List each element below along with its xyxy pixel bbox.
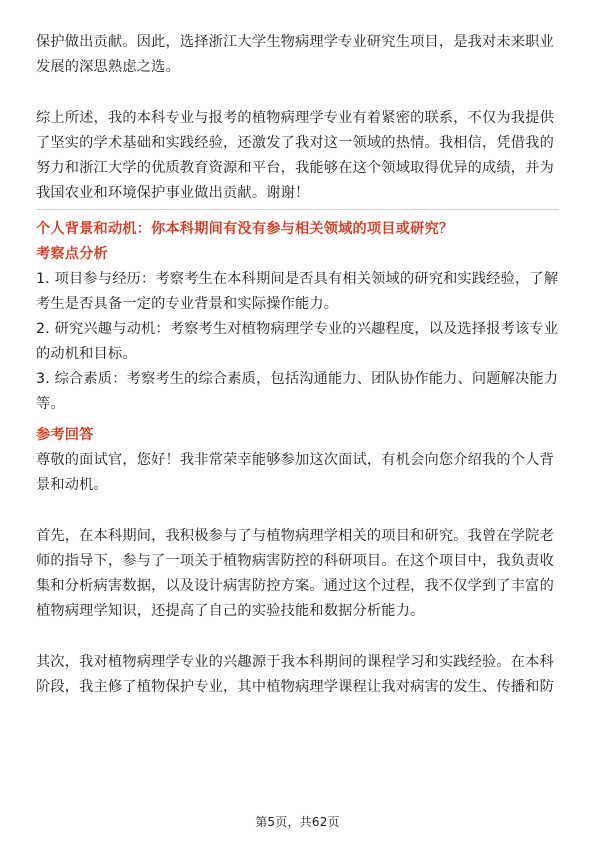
interview-question: 个人背景和动机：你本科期间有没有参与相关领域的项目或研究？ xyxy=(36,221,454,237)
answer-paragraph: 尊敬的面试官，您好！我非常荣幸能够参加这次面试，有机会向您介绍我的个人背景和动机。 xyxy=(36,452,554,493)
conclusion-paragraph: 综上所述，我的本科专业与报考的植物病理学专业有着紧密的联系，不仅为我提供了坚实的学术基础和实践经验，还激发了我对这一领域的热情。我相信，凭借我的努力和浙江大学的优质教育资源和平台，我能够在这个领域取得优异的成绩，并为我国农业和环境保护事业做出贡献。谢谢！ xyxy=(36,110,554,201)
answer-paragraph: 其次，我对植物病理学专业的兴趣源于我本科期间的课程学习和实践经验。在本科阶段，我主修了植物保护专业，其中植物病理学课程让我对病害的发生、传播和防 xyxy=(36,654,554,695)
page-number-footer: 第5页，共62页 xyxy=(255,815,340,829)
analysis-heading: 考察点分析 xyxy=(36,246,108,262)
answer-paragraph: 首先，在本科期间，我积极参与了与植物病理学相关的项目和研究。我曾在学院老师的指导下，参与了一项关于植物病害防控的科研项目。在这个项目中，我负责收集和分析病害数据，以及设计病害防控方案。通过这个过程，我不仅学到了丰富的植物病理学知识，还提高了自己的实验技能和数据分析能力。 xyxy=(36,528,554,619)
analysis-item: 3. 综合素质：考察考生的综合素质，包括沟通能力、团队协作能力、问题解决能力等。 xyxy=(36,371,559,412)
analysis-item: 2. 研究兴趣与动机：考察考生对植物病理学专业的兴趣程度，以及选择报考该专业的动机和目标。 xyxy=(36,321,559,362)
section-divider xyxy=(36,209,559,210)
analysis-item: 1. 项目参与经历：考察考生在本科期间是否具有相关领域的研究和实践经验，了解考生是否具备一定的专业背景和实际操作能力。 xyxy=(36,271,559,312)
answer-heading: 参考回答 xyxy=(36,427,94,443)
document-page xyxy=(36,30,559,700)
intro-paragraph: 保护做出贡献。因此，选择浙江大学生物病理学专业研究生项目，是我对未来职业发展的深思熟虑之选。 xyxy=(36,34,554,75)
